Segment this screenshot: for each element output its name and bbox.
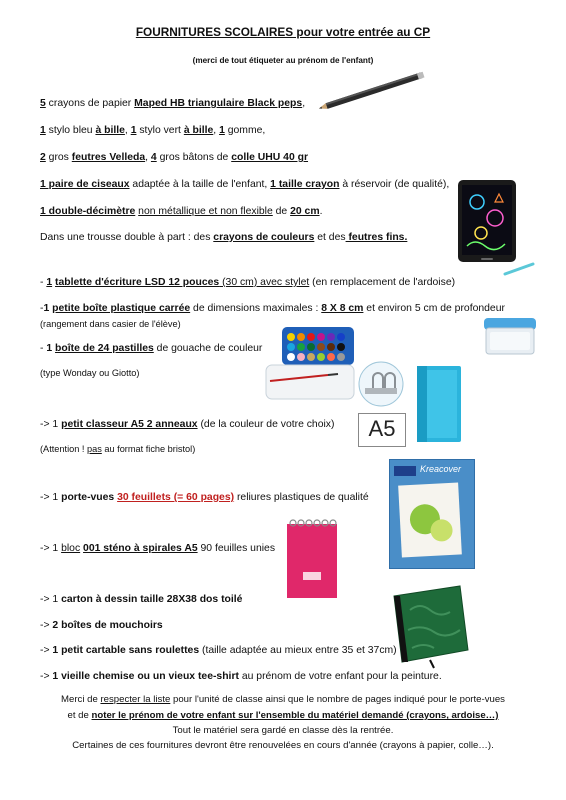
pencil-image: [316, 70, 436, 110]
line-feutres: 2 gros feutres Velleda, 4 gros bâtons de colle UHU 40 gr: [40, 152, 309, 163]
porte-vues-image: [389, 459, 475, 569]
line-boite-plastique-note: (rangement dans casier de l'élève): [40, 319, 181, 329]
line-mouchoirs: -> 2 boîtes de mouchoirs: [40, 620, 163, 631]
line-trousse: Dans une trousse double à part : des crayons de couleurs et des feutres fins.: [40, 232, 408, 243]
line-chemise: -> 1 vieille chemise ou un vieux tee-shirt au prénom de votre enfant pour la peinture.: [40, 671, 442, 682]
plastic-box-image: [480, 312, 540, 358]
line-gouache-note: (type Wonday ou Giotto): [40, 368, 140, 378]
kreacover-label: Kreacover: [420, 464, 462, 474]
line-gouache: - 1 boîte de 24 pastilles de gouache de couleur: [40, 343, 263, 354]
line-porte-vues: -> 1 porte-vues 30 feuillets (= 60 pages) reliures plastiques de qualité: [40, 492, 369, 503]
line-carton: -> 1 carton à dessin taille 28X38 dos toilé: [40, 594, 243, 605]
line-boite-plastique: -1 petite boîte plastique carrée de dimensions maximales : 8 X 8 cm et environ 5 cm de profondeur: [40, 303, 505, 314]
line-ciseaux: 1 paire de ciseaux adaptée à la taille de l'enfant, 1 taille crayon à réservoir (de qualité),: [40, 179, 450, 190]
line-cartable: -> 1 petit cartable sans roulettes (taille adaptée au mieux entre 35 et 37cm): [40, 645, 397, 656]
line-tablette: - 1 tablette d'écriture LSD 12 pouces (30 cm) avec stylet (en remplacement de l'ardoise): [40, 277, 456, 288]
blue-binder-image: [411, 364, 467, 444]
carton-dessin-image: [390, 580, 472, 670]
page-title: FOURNITURES SCOLAIRES pour votre entrée au CP: [135, 25, 431, 39]
line-decimetre: 1 double-décimètre non métallique et non flexible de 20 cm.: [40, 206, 323, 217]
steno-pad-image: [285, 518, 341, 600]
line-crayons: 5 crayons de papier Maped HB triangulaire Black peps,: [40, 98, 306, 109]
exacompta-logo: [394, 466, 416, 476]
binder-rings-image: [356, 358, 406, 410]
line-stylos: 1 stylo bleu à bille, 1 stylo vert à bille, 1 gomme,: [40, 125, 266, 136]
line-classeur-note: (Attention ! pas au format fiche bristol): [40, 444, 196, 454]
footer-line-4: Certaines de ces fournitures devront être renouvelées en cours d'année (crayons à papier, colle…).: [72, 740, 494, 751]
a5-format-box: [358, 413, 406, 447]
footer-line-1: Merci de respecter la liste pour l'unité de classe ainsi que le nombre de pages indiqué pour le porte-vues: [61, 694, 505, 705]
footer-line-3: Tout le matériel sera gardé en classe dès la rentrée.: [172, 725, 394, 736]
lcd-tablet-image: [455, 178, 535, 278]
footer-line-2: et de noter le prénom de votre enfant sur l'ensemble du matériel demandé (crayons, ardoise…): [67, 710, 499, 721]
gouache-palette-image: [258, 325, 358, 403]
line-bloc-steno: -> 1 bloc 001 sténo à spirales A5 90 feuilles unies: [40, 543, 276, 554]
a5-label: A5: [368, 416, 396, 441]
line-classeur: -> 1 petit classeur A5 2 anneaux (de la couleur de votre choix): [40, 419, 335, 430]
page-subtitle: (merci de tout étiqueter au prénom de l'enfant): [192, 56, 374, 65]
